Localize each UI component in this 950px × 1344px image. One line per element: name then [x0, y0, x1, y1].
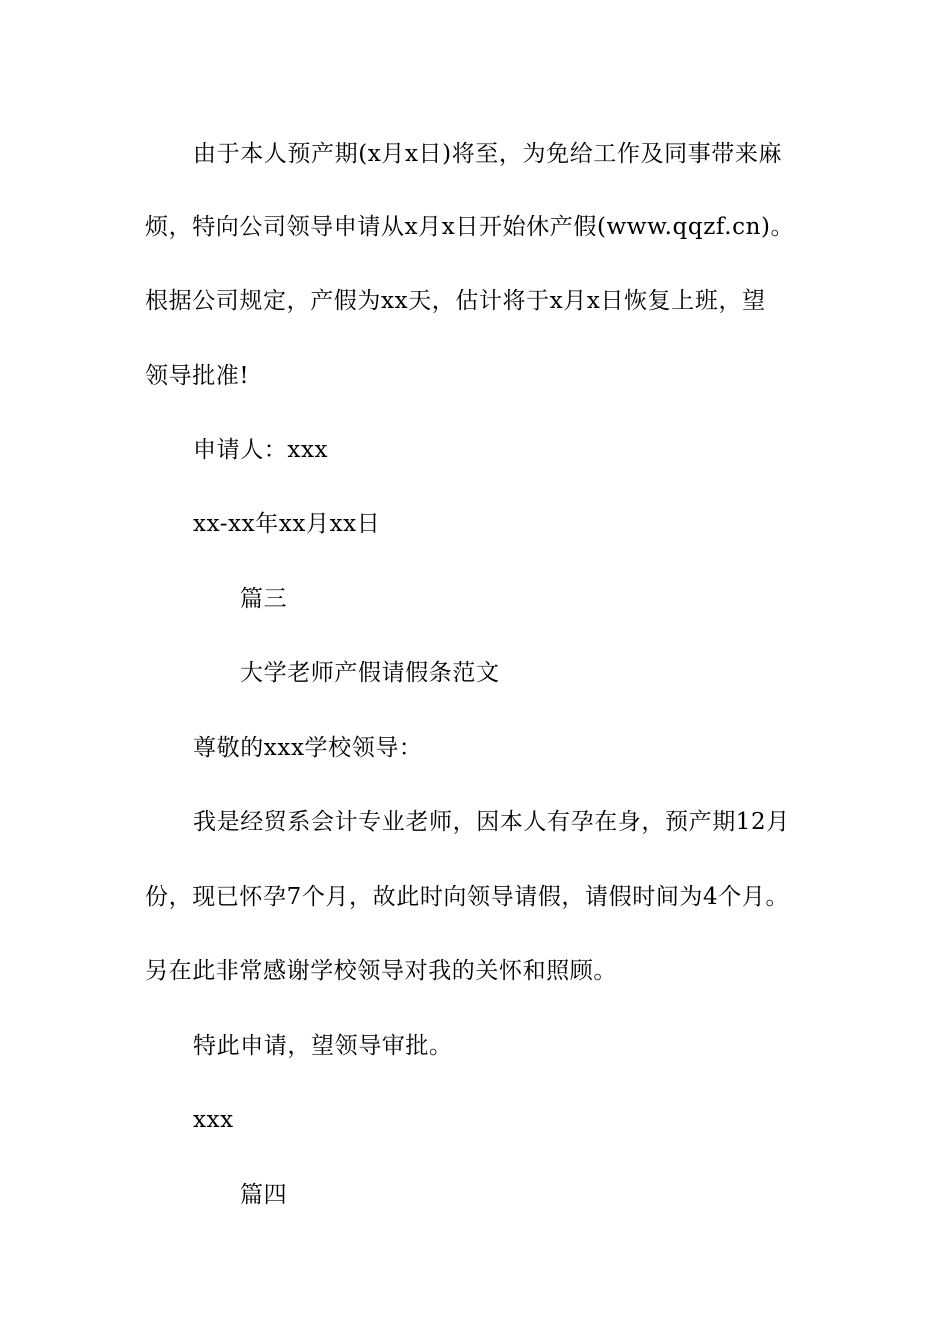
date-line: xx-xx年xx月xx日	[193, 511, 381, 537]
applicant-line: 申请人：xxx	[193, 437, 329, 463]
paragraph-line: 我是经贸系会计专业老师，因本人有孕在身，预产期12月	[193, 809, 790, 835]
signature-line: xxx	[193, 1107, 234, 1133]
section-heading: 篇四	[240, 1182, 288, 1208]
paragraph-line: 根据公司规定，产假为xx天，估计将于x月x日恢复上班，望	[145, 288, 766, 314]
closing-line: 特此申请，望领导审批。	[193, 1033, 453, 1059]
paragraph-line: 由于本人预产期(x月x日)将至，为免给工作及同事带来麻	[193, 141, 783, 167]
paragraph-line: 份，现已怀孕7个月，故此时向领导请假，请假时间为4个月。	[145, 884, 790, 910]
paragraph-line: 另在此非常感谢学校领导对我的关怀和照顾。	[145, 958, 617, 984]
paragraph-line: 领导批准!	[145, 363, 250, 389]
paragraph-line: 烦，特向公司领导申请从x月x日开始休产假(www.qqzf.cn)。	[145, 214, 795, 240]
section-heading: 篇三	[240, 586, 288, 612]
section-title: 大学老师产假请假条范文	[240, 660, 500, 686]
salutation-line: 尊敬的xxx学校领导：	[193, 735, 423, 761]
